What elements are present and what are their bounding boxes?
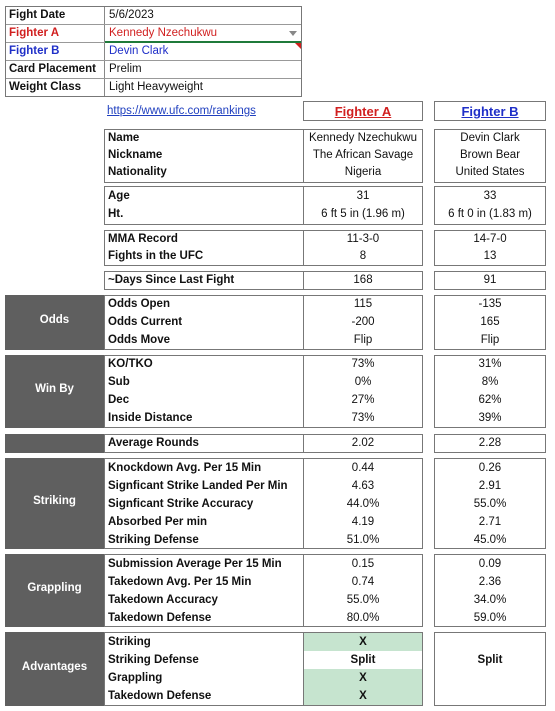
winby-title: Win By — [35, 383, 74, 395]
days-since-b: 91 — [483, 274, 497, 286]
knockdown-avg-b: 0.26 — [478, 462, 502, 474]
adv-striking-defense-label: Striking Defense — [108, 654, 199, 666]
name-a: Kennedy Nzechukwu — [308, 132, 418, 144]
grappling-title: Grappling — [27, 582, 82, 594]
adv-grappling-a: X — [359, 672, 367, 684]
mma-record-label: MMA Record — [108, 233, 178, 245]
days-since-a: 168 — [353, 274, 373, 286]
rankings-link[interactable]: https://www.ufc.com/rankings — [107, 105, 256, 117]
odds-move-a: Flip — [353, 334, 373, 346]
odds-title: Odds — [39, 314, 70, 326]
grappling-section-header — [5, 554, 104, 627]
fighter-b-header-box — [434, 101, 546, 121]
nationality-a: Nigeria — [344, 166, 382, 178]
odds-current-a: -200 — [351, 316, 375, 328]
inside-distance-a: 73% — [351, 412, 375, 424]
striking-section-header — [5, 458, 104, 549]
knockdown-avg-a: 0.44 — [351, 462, 375, 474]
sig-strike-landed-a: 4.63 — [351, 480, 375, 492]
nationality-b: United States — [455, 166, 525, 178]
odds-open-a: 115 — [353, 298, 373, 310]
odds-move-b: Flip — [480, 334, 500, 346]
nickname-label: Nickname — [108, 149, 163, 161]
card-placement-label: Card Placement — [9, 63, 96, 75]
rounds-section-header — [5, 434, 104, 453]
submission-avg-a: 0.15 — [351, 558, 375, 570]
age-a: 31 — [356, 190, 370, 202]
absorbed-per-min-b: 2.71 — [478, 516, 502, 528]
takedown-accuracy-a: 55.0% — [346, 594, 380, 606]
takedown-defense-label: Takedown Defense — [108, 612, 212, 624]
absorbed-per-min-label: Absorbed Per min — [108, 516, 208, 528]
takedown-avg-a: 0.74 — [351, 576, 375, 588]
submission-avg-label: Submission Average Per 15 Min — [108, 558, 282, 570]
sub-a: 0% — [354, 376, 372, 388]
sig-strike-accuracy-b: 55.0% — [473, 498, 507, 510]
fight-date-value[interactable]: 5/6/2023 — [109, 9, 154, 21]
takedown-defense-a: 80.0% — [346, 612, 380, 624]
fighter-a-header-box — [303, 101, 423, 121]
ko-tko-label: KO/TKO — [108, 358, 153, 370]
age-label: Age — [108, 190, 130, 202]
mma-record-a: 11-3-0 — [346, 233, 380, 245]
takedown-defense-b: 59.0% — [473, 612, 507, 624]
adv-striking-defense-a: Split — [350, 654, 376, 666]
sig-strike-accuracy-label: Signficant Strike Accuracy — [108, 498, 254, 510]
height-b: 6 ft 0 in (1.83 m) — [448, 208, 532, 220]
dec-a: 27% — [351, 394, 375, 406]
inside-distance-label: Inside Distance — [108, 412, 193, 424]
absorbed-per-min-a: 4.19 — [351, 516, 375, 528]
fight-date-label: Fight Date — [9, 9, 66, 21]
odds-current-label: Odds Current — [108, 316, 183, 328]
adv-grappling-label: Grappling — [108, 672, 163, 684]
weight-class-label: Weight Class — [9, 81, 81, 93]
sig-strike-accuracy-a: 44.0% — [346, 498, 380, 510]
ufc-fights-label: Fights in the UFC — [108, 250, 204, 262]
fighter-b-header: Fighter B — [461, 104, 519, 119]
dec-label: Dec — [108, 394, 130, 406]
adv-takedown-defense-label: Takedown Defense — [108, 690, 212, 702]
odds-section-header — [5, 295, 104, 350]
striking-defense-a: 51.0% — [346, 534, 380, 546]
advantages-section-header — [5, 632, 104, 706]
days-since-label: ~Days Since Last Fight — [108, 274, 235, 286]
fighter-a-label: Fighter A — [9, 27, 60, 39]
height-label: Ht. — [108, 208, 124, 220]
submission-avg-b: 0.09 — [478, 558, 502, 570]
odds-open-b: -135 — [478, 298, 502, 310]
odds-move-label: Odds Move — [108, 334, 170, 346]
name-label: Name — [108, 132, 140, 144]
ufc-fights-a: 8 — [359, 250, 367, 262]
dropdown-arrow-icon[interactable] — [289, 31, 297, 36]
sig-strike-landed-b: 2.91 — [478, 480, 502, 492]
fight-info-table — [5, 6, 302, 97]
height-a: 6 ft 5 in (1.96 m) — [321, 208, 405, 220]
average-rounds-b: 2.28 — [478, 437, 502, 449]
sub-b: 8% — [481, 376, 499, 388]
adv-b-value: Split — [477, 654, 503, 666]
takedown-accuracy-b: 34.0% — [473, 594, 507, 606]
odds-current-b: 165 — [480, 316, 500, 328]
card-placement-value[interactable]: Prelim — [109, 63, 142, 75]
fighter-b-label: Fighter B — [9, 45, 60, 57]
inside-distance-b: 39% — [478, 412, 502, 424]
mma-record-b: 14-7-0 — [473, 233, 507, 245]
winby-section-header — [5, 355, 104, 428]
adv-takedown-defense-a: X — [359, 690, 367, 702]
fighter-a-header: Fighter A — [334, 104, 392, 119]
adv-striking-label: Striking — [108, 636, 151, 648]
ufc-fights-b: 13 — [483, 250, 497, 262]
sig-strike-landed-label: Signficant Strike Landed Per Min — [108, 480, 288, 492]
advantages-title: Advantages — [21, 661, 88, 673]
nickname-b: Brown Bear — [459, 149, 521, 161]
takedown-accuracy-label: Takedown Accuracy — [108, 594, 218, 606]
striking-defense-b: 45.0% — [473, 534, 507, 546]
average-rounds-label: Average Rounds — [108, 437, 199, 449]
fighter-b-select[interactable]: Devin Clark — [109, 45, 169, 57]
comment-marker-icon — [295, 43, 301, 49]
name-b: Devin Clark — [460, 132, 520, 144]
ko-tko-a: 73% — [351, 358, 375, 370]
knockdown-avg-label: Knockdown Avg. Per 15 Min — [108, 462, 262, 474]
age-b: 33 — [483, 190, 497, 202]
fighter-a-select[interactable]: Kennedy Nzechukwu — [109, 27, 218, 39]
ko-tko-b: 31% — [478, 358, 502, 370]
nationality-label: Nationality — [108, 166, 167, 178]
average-rounds-a: 2.02 — [351, 437, 375, 449]
striking-defense-label: Striking Defense — [108, 534, 199, 546]
dec-b: 62% — [478, 394, 502, 406]
nickname-a: The African Savage — [312, 149, 414, 161]
striking-title: Striking — [33, 495, 76, 507]
sub-label: Sub — [108, 376, 130, 388]
odds-open-label: Odds Open — [108, 298, 170, 310]
weight-class-value[interactable]: Light Heavyweight — [109, 81, 203, 93]
takedown-avg-b: 2.36 — [478, 576, 502, 588]
takedown-avg-label: Takedown Avg. Per 15 Min — [108, 576, 252, 588]
adv-striking-a: X — [359, 636, 367, 648]
